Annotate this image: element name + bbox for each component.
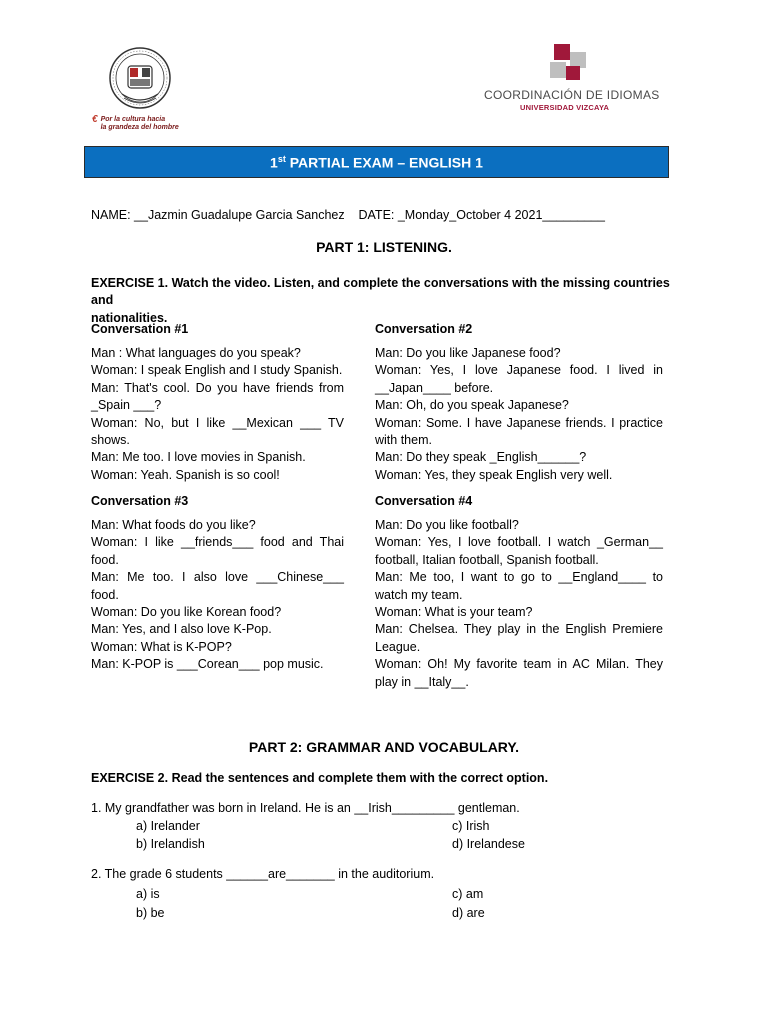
conv2-line: with them. — [375, 433, 432, 448]
q2-option-a: a) is — [136, 887, 160, 901]
conversation4-title: Conversation #4 — [375, 494, 473, 508]
exam-title — [270, 154, 483, 171]
question1-text: 1. My grandfather was born in Ireland. He is an __Irish_________ gentleman. — [91, 801, 520, 815]
coordination-logo-icon — [540, 44, 590, 82]
conv4-line: watch my team. — [375, 587, 463, 602]
conversation1-body — [91, 345, 344, 484]
q2-option-b: b) be — [136, 906, 165, 920]
conv4-line: Woman: What is your team? — [375, 605, 533, 620]
title-text: PARTIAL EXAM – ENGLISH 1 — [285, 154, 483, 171]
title-superscript: st — [277, 153, 286, 164]
q1-option-c: c) Irish — [452, 819, 490, 833]
conv4-line: League. — [375, 639, 421, 654]
exam-title-band — [84, 146, 669, 178]
conv3-line: food. — [91, 587, 119, 602]
conv2-line: Woman: Yes, they speak English very well. — [375, 467, 613, 482]
university-name: UNIVERSIDAD VIZCAYA — [520, 103, 610, 112]
conv3-line: Man: What foods do you like? — [91, 518, 256, 532]
name-date-line: NAME: __Jazmin Guadalupe Garcia Sanchez DATE: _Monday_October 4 2021_________ — [91, 208, 605, 222]
part1-heading: PART 1: LISTENING. — [316, 239, 452, 255]
q2-option-c: c) am — [452, 887, 484, 901]
q2-option-d: d) are — [452, 906, 485, 920]
conv4-line: Woman: Yes, I love football. I watch _German__ — [375, 535, 663, 550]
exercise1-line-1: EXERCISE 1. Watch the video. Listen, and complete the conversations with the missing countries and — [91, 276, 670, 308]
conv1-line: _Spain ___? — [91, 398, 162, 413]
coordination-title: COORDINACIÓN DE IDIOMAS — [484, 88, 660, 102]
conv2-line: Man: Do they speak _English______? — [375, 450, 587, 465]
conv3-line: Woman: I like __friends___ food and Thai — [91, 535, 344, 550]
conv2-line: Woman: Some. I have Japanese friends. I practice — [375, 415, 663, 430]
conversation3-title: Conversation #3 — [91, 494, 189, 508]
conv1-line: Man : What languages do you speak? — [91, 346, 301, 360]
conv1-line: Woman: Yeah. Spanish is so cool! — [91, 467, 280, 482]
university-slogan — [92, 116, 179, 132]
slogan-line-2: la grandeza del hombre — [100, 124, 179, 131]
q1-option-a: a) Irelander — [136, 819, 200, 833]
conversation1-title: Conversation #1 — [91, 322, 189, 336]
conv4-line: Man: Do you like football? — [375, 518, 519, 532]
conv1-line: shows. — [91, 433, 130, 448]
conversation3-body — [91, 517, 344, 674]
conv1-line: Woman: I speak English and I study Spanish. — [91, 363, 343, 378]
conv3-line: Man: K-POP is ___Corean___ pop music. — [91, 657, 324, 672]
university-seal-logo — [104, 44, 176, 116]
conv3-line: Woman: What is K-POP? — [91, 639, 232, 654]
conv4-line: Man: Chelsea. They play in the English Premiere — [375, 622, 663, 637]
conv3-line: Man: Me too. I also love ___Chinese___ — [91, 570, 344, 585]
conv4-line: football, Italian football, Spanish football. — [375, 552, 599, 567]
conv2-line: Woman: Yes, I love Japanese food. I lived in — [375, 363, 663, 378]
conv3-line: food. — [91, 552, 119, 567]
exercise1-instructions — [91, 275, 681, 327]
conv1-line: Woman: No, but I like __Mexican ___ TV — [91, 415, 344, 430]
conv2-line: Man: Oh, do you speak Japanese? — [375, 398, 569, 413]
conversation2-body — [375, 345, 663, 484]
conv3-line: Man: Yes, and I also love K-Pop. — [91, 622, 272, 637]
q1-option-b: b) Irelandish — [136, 837, 205, 851]
conv3-line: Woman: Do you like Korean food? — [91, 605, 282, 620]
question2-text: 2. The grade 6 students ______are_______ in the auditorium. — [91, 867, 435, 881]
conversation2-title: Conversation #2 — [375, 322, 473, 336]
conv4-line: Woman: Oh! My favorite team in AC Milan. They — [375, 657, 663, 672]
conv1-line: Man: Me too. I love movies in Spanish. — [91, 450, 306, 465]
q1-option-d: d) Irelandese — [452, 837, 525, 851]
conv4-line: Man: Me too, I want to go to __England____ to — [375, 570, 663, 585]
conv2-line: __Japan____ before. — [375, 380, 494, 395]
conversation4-body — [375, 517, 663, 691]
slogan-line-1: Por la cultura hacia — [100, 116, 166, 123]
exercise1-line-2: nationalities. — [91, 310, 168, 325]
part2-heading: PART 2: GRAMMAR AND VOCABULARY. — [248, 739, 520, 755]
slogan-mark-icon: € — [92, 114, 98, 125]
title-number: 1 — [270, 154, 278, 171]
conv2-line: Man: Do you like Japanese food? — [375, 346, 561, 360]
conv1-line: Man: That's cool. Do you have friends from — [91, 380, 344, 395]
conv4-line: play in __Italy__. — [375, 674, 469, 689]
exercise2-instructions: EXERCISE 2. Read the sentences and complete them with the correct option. — [91, 771, 549, 785]
